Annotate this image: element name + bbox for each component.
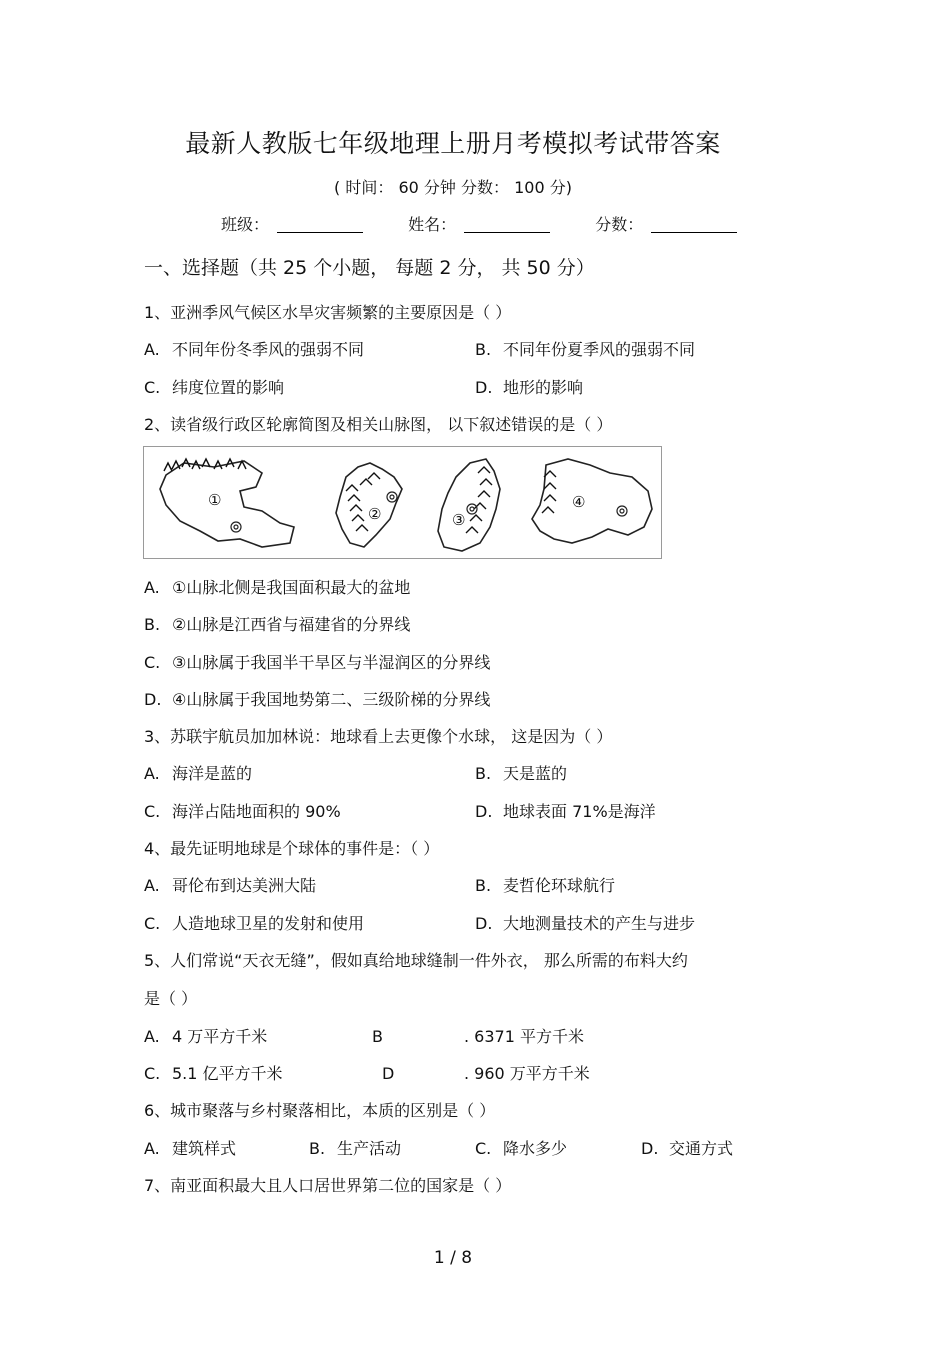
name-blank bbox=[464, 216, 550, 233]
q4-option-b: B. 麦哲伦环球航行 bbox=[475, 876, 616, 895]
section-heading: 一、选择题（共 25 个小题， 每题 2 分， 共 50 分） bbox=[144, 257, 595, 279]
question-6-stem: 6、城市聚落与乡村聚落相比，本质的区别是（ ） bbox=[144, 1101, 496, 1120]
q3-option-a: A. 海洋是蓝的 bbox=[144, 764, 253, 783]
q1-option-c: C. 纬度位置的影响 bbox=[144, 378, 285, 397]
province-outline-map-figure bbox=[143, 446, 662, 559]
score-field: 分数： bbox=[595, 212, 737, 235]
class-field: 班级： bbox=[221, 212, 363, 235]
map-label-4: ④ bbox=[572, 493, 586, 511]
student-info-row bbox=[221, 212, 777, 235]
mountain-symbols bbox=[164, 459, 556, 533]
q3-option-b: B. 天是蓝的 bbox=[475, 764, 568, 783]
page-number: 1 / 8 bbox=[433, 1248, 473, 1268]
q4-option-c: C. 人造地球卫星的发射和使用 bbox=[144, 914, 365, 933]
q2-option-d: D. ④山脉属于我国地势第二、三级阶梯的分界线 bbox=[144, 690, 491, 709]
map-label-1: ① bbox=[208, 491, 222, 509]
province-1-outline bbox=[160, 461, 294, 547]
class-blank bbox=[277, 216, 363, 233]
q5-option-c: C. 5.1 亿平方千米 bbox=[144, 1064, 283, 1083]
q1-option-b: B. 不同年份夏季风的强弱不同 bbox=[475, 340, 696, 359]
q5-option-a: A. 4 万平方千米 bbox=[144, 1027, 268, 1046]
map-label-2: ② bbox=[368, 505, 382, 523]
q3-option-c: C. 海洋占陆地面积的 90% bbox=[144, 802, 341, 821]
q4-option-d: D. 大地测量技术的产生与进步 bbox=[475, 914, 696, 933]
question-5-stem: 5、人们常说“天衣无缝”，假如真给地球缝制一件外衣， 那么所需的布料大约 bbox=[144, 951, 688, 970]
score-blank bbox=[651, 216, 737, 233]
question-2-stem: 2、读省级行政区轮廓简图及相关山脉图， 以下叙述错误的是（ ） bbox=[144, 415, 613, 434]
capital-3-icon bbox=[467, 504, 477, 514]
q6-option-d: D. 交通方式 bbox=[641, 1139, 734, 1158]
question-5-stem-continued: 是（ ） bbox=[144, 989, 198, 1008]
q1-option-a: A. 不同年份冬季风的强弱不同 bbox=[144, 340, 365, 359]
mountain-range-3 bbox=[466, 467, 492, 533]
mountain-range-4 bbox=[542, 471, 556, 513]
q1-option-d: D. 地形的影响 bbox=[475, 378, 584, 397]
capital-4-icon bbox=[617, 506, 627, 516]
name-field: 姓名： bbox=[408, 212, 550, 235]
question-7-stem: 7、南亚面积最大且人口居世界第二位的国家是（ ） bbox=[144, 1176, 512, 1195]
province-maps-svg bbox=[144, 447, 661, 558]
q2-option-c: C. ③山脉属于我国半干旱区与半湿润区的分界线 bbox=[144, 653, 491, 672]
q6-option-c: C. 降水多少 bbox=[475, 1139, 568, 1158]
map-label-3: ③ bbox=[452, 511, 466, 529]
exam-time-score: ( 时间： 60 分钟 分数： 100 分) bbox=[334, 178, 572, 197]
question-4-stem: 4、最先证明地球是个球体的事件是：（ ） bbox=[144, 839, 440, 858]
q6-option-a: A. 建筑样式 bbox=[144, 1139, 237, 1158]
q4-option-a: A. 哥伦布到达美洲大陆 bbox=[144, 876, 317, 895]
capital-2-icon bbox=[387, 492, 397, 502]
question-1-stem: 1、亚洲季风气候区水旱灾害频繁的主要原因是（ ） bbox=[144, 303, 512, 322]
q2-option-b: B. ②山脉是江西省与福建省的分界线 bbox=[144, 615, 411, 634]
question-3-stem: 3、苏联宇航员加加林说：地球看上去更像个水球， 这是因为（ ） bbox=[144, 727, 613, 746]
q6-option-b: B. 生产活动 bbox=[309, 1139, 402, 1158]
page-title: 最新人教版七年级地理上册月考模拟考试带答案 bbox=[185, 129, 721, 158]
q5-option-b: B . 6371 平方千米 bbox=[372, 1027, 584, 1046]
q2-option-a: A. ①山脉北侧是我国面积最大的盆地 bbox=[144, 578, 411, 597]
q3-option-d: D. 地球表面 71%是海洋 bbox=[475, 802, 656, 821]
q5-option-d: D . 960 万平方千米 bbox=[382, 1064, 590, 1083]
capital-1-icon bbox=[231, 522, 241, 532]
